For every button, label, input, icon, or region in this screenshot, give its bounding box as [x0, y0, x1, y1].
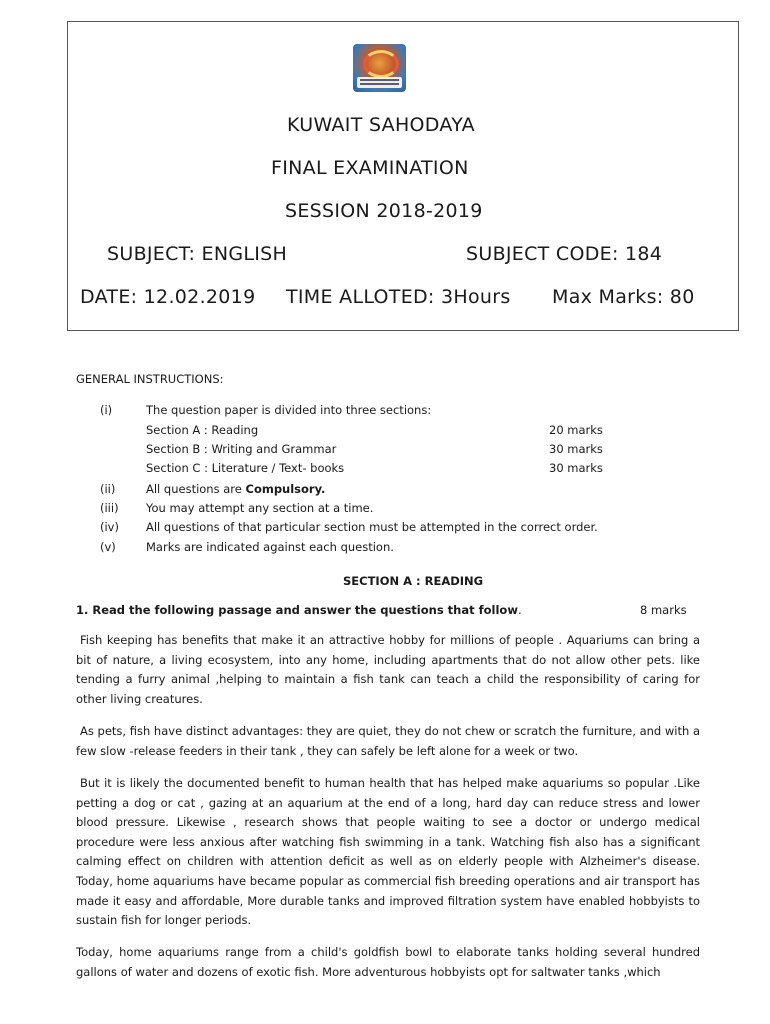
section-c-marks: 30 marks [549, 461, 603, 475]
instruction-text-plain: All questions are [146, 482, 246, 496]
section-a-marks: 20 marks [549, 423, 603, 437]
subject-label: SUBJECT: ENGLISH [107, 243, 288, 265]
school-logo [353, 44, 406, 92]
section-b-line: Section B : Writing and Grammar [146, 442, 337, 456]
instruction-text: You may attempt any section at a time. [146, 501, 374, 515]
logo-banner [357, 77, 402, 88]
instruction-num: (iv) [100, 520, 119, 534]
max-marks-label: Max Marks: 80 [552, 286, 695, 308]
instruction-num: (ii) [100, 482, 116, 496]
instruction-text-bold: Compulsory. [245, 482, 326, 496]
section-a-line: Section A : Reading [146, 423, 259, 437]
instruction-text: Marks are indicated against each question. [146, 540, 394, 554]
instruction-text [146, 482, 325, 496]
passage-paragraph: As pets, fish have distinct advantages: they are quiet, they do not chew or scratch the furniture, and with a few slow -release feeders in their tank , they can safely be left alone for a week or two. [76, 724, 700, 758]
question-1-marks: 8 marks [640, 603, 687, 617]
question-period: . [517, 603, 522, 617]
subject-code-label: SUBJECT CODE: 184 [466, 243, 663, 265]
passage-paragraph: Today, home aquariums range from a child's goldfish bowl to elaborate tanks holding several hundred gallons of water and dozens of exotic fish. More adventurous hobbyists opt for saltwater tanks ,which [76, 945, 700, 979]
logo-ring [363, 50, 399, 78]
passage-paragraph: Fish keeping has benefits that make it an attractive hobby for millions of people . Aquariums can bring a bit of nature, a living ecosystem, into any home, including apartments that do not allow other pets. like tending a furry animal ,helping to maintain a fish tank can teach a child the responsibility of caring for other living creatures. [76, 633, 700, 706]
instruction-text: All questions of that particular section must be attempted in the correct order. [146, 520, 598, 534]
exam-title: FINAL EXAMINATION [271, 157, 469, 179]
section-c-line: Section C : Literature / Text- books [146, 461, 345, 475]
instructions-heading: GENERAL INSTRUCTIONS: [76, 372, 224, 386]
question-1 [76, 603, 522, 617]
question-text: Read the following passage and answer the questions that follow [92, 603, 518, 617]
instruction-num: (v) [100, 540, 116, 554]
section-b-marks: 30 marks [549, 442, 603, 456]
org-title: KUWAIT SAHODAYA [287, 114, 475, 136]
passage-paragraph: But it is likely the documented benefit to human health that has helped make aquariums so popular .Like petting a dog or cat , gazing at an aquarium at the end of a long, hard day can reduce stress and lower blood pressure. Likewise , research shows that people waiting to see a doctor or undergo medical procedure were less anxious after watching fish swimming in a tank. Watching fish also has a significant calming effect on children with attention deficit as well as on elderly people with Alzheimer's disease. Today, home aquariums have became popular as commercial fish breeding operations and air transport has made it easy and affordable, More durable tanks and improved filtration system have enabled hobbyists to sustain fish for longer periods. [76, 776, 700, 928]
session-title: SESSION 2018-2019 [285, 200, 483, 222]
instruction-num: (i) [100, 403, 113, 417]
instruction-num: (iii) [100, 501, 119, 515]
time-label: TIME ALLOTED: 3Hours [286, 286, 511, 308]
date-label: DATE: 12.02.2019 [80, 286, 256, 308]
section-a-title: SECTION A : READING [343, 574, 484, 588]
instruction-text: The question paper is divided into three sections: [146, 403, 432, 417]
question-number: 1. [76, 603, 89, 617]
